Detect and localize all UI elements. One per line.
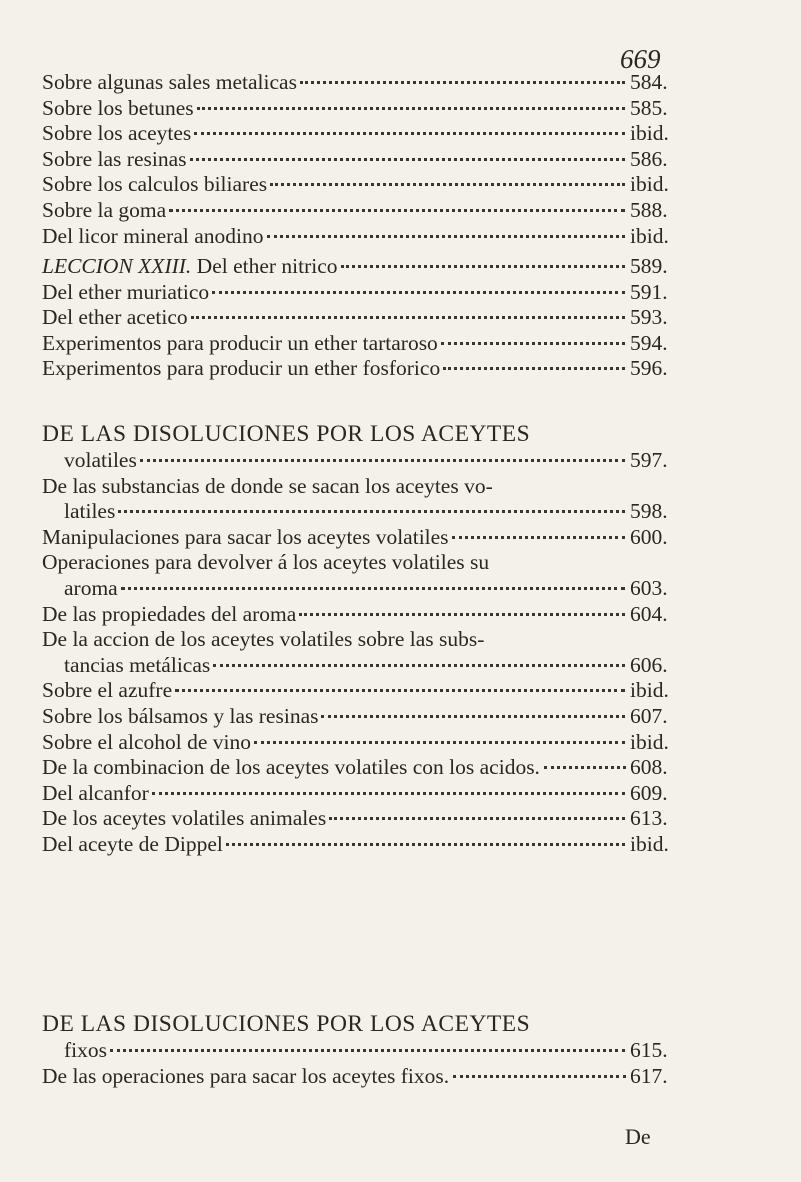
toc-entry: Manipulaciones para sacar los aceytes volatiles 600. [42,524,668,549]
toc-entry: Sobre las resinas 586. [42,146,668,171]
toc-block-2 [42,254,678,382]
toc-entry: Experimentos para producir un ether fosforico 596. [42,356,668,381]
section-aceytes-fixos [42,1010,678,1089]
toc-entry: latiles 598. [64,499,668,524]
toc-entry: De la combinacion de los aceytes volatiles con los acidos. 608. [42,755,668,780]
section-heading: DE LAS DISOLUCIONES POR LOS ACEYTES [42,1011,531,1037]
toc-entry: tancias metálicas 606. [64,652,668,677]
toc-entry: Del aceyte de Dippel ibid. [42,831,669,856]
toc-entry: Sobre los aceytes ibid. [42,121,669,146]
leccion-label: LECCION XXIII. [42,254,192,278]
leccion-entry: LECCION XXIII. Del ether nitrico 589. [42,254,668,278]
catchword: De [625,1124,651,1149]
toc-entry-line: Operaciones para devolver á los aceytes volatiles su [42,550,490,575]
toc-block-1 [42,70,678,249]
toc-entry: Del ether muriatico 591. [42,279,668,304]
toc-entry: Sobre algunas sales metalicas 584. [42,70,668,94]
page-number: 669 [620,44,661,74]
section-aceytes-volatiles [42,420,678,858]
heading-continuation: fixos 615. [64,1038,668,1062]
heading-continuation: volatiles 597. [64,448,668,472]
toc-entry: Sobre el azufre ibid. [42,678,669,703]
toc-entry: Del licor mineral anodino ibid. [42,223,669,248]
section-heading: DE LAS DISOLUCIONES POR LOS ACEYTES [42,421,531,447]
toc-entry: Sobre el alcohol de vino ibid. [42,729,669,754]
toc-entry: Sobre la goma 588. [42,197,668,222]
toc-entry-line: De la accion de los aceytes volatiles sobre las subs- [42,627,485,652]
toc-entry-line: De las substancias de donde se sacan los aceytes vo- [42,473,493,498]
toc-entry: De las operaciones para sacar los aceytes fixos. 617. [42,1063,668,1088]
toc-entry: Experimentos para producir un ether tartaroso 594. [42,330,668,355]
toc-entry: aroma 603. [64,575,668,600]
toc-entry: Del ether acetico 593. [42,305,668,330]
toc-entry: Sobre los betunes 585. [42,95,668,120]
toc-entry: De las propiedades del aroma 604. [42,601,668,626]
toc-entry: Sobre los calculos biliares ibid. [42,172,669,197]
toc-entry: Del alcanfor 609. [42,780,668,805]
toc-entry: De los aceytes volatiles animales 613. [42,806,668,831]
toc-entry: Sobre los bálsamos y las resinas 607. [42,703,668,728]
